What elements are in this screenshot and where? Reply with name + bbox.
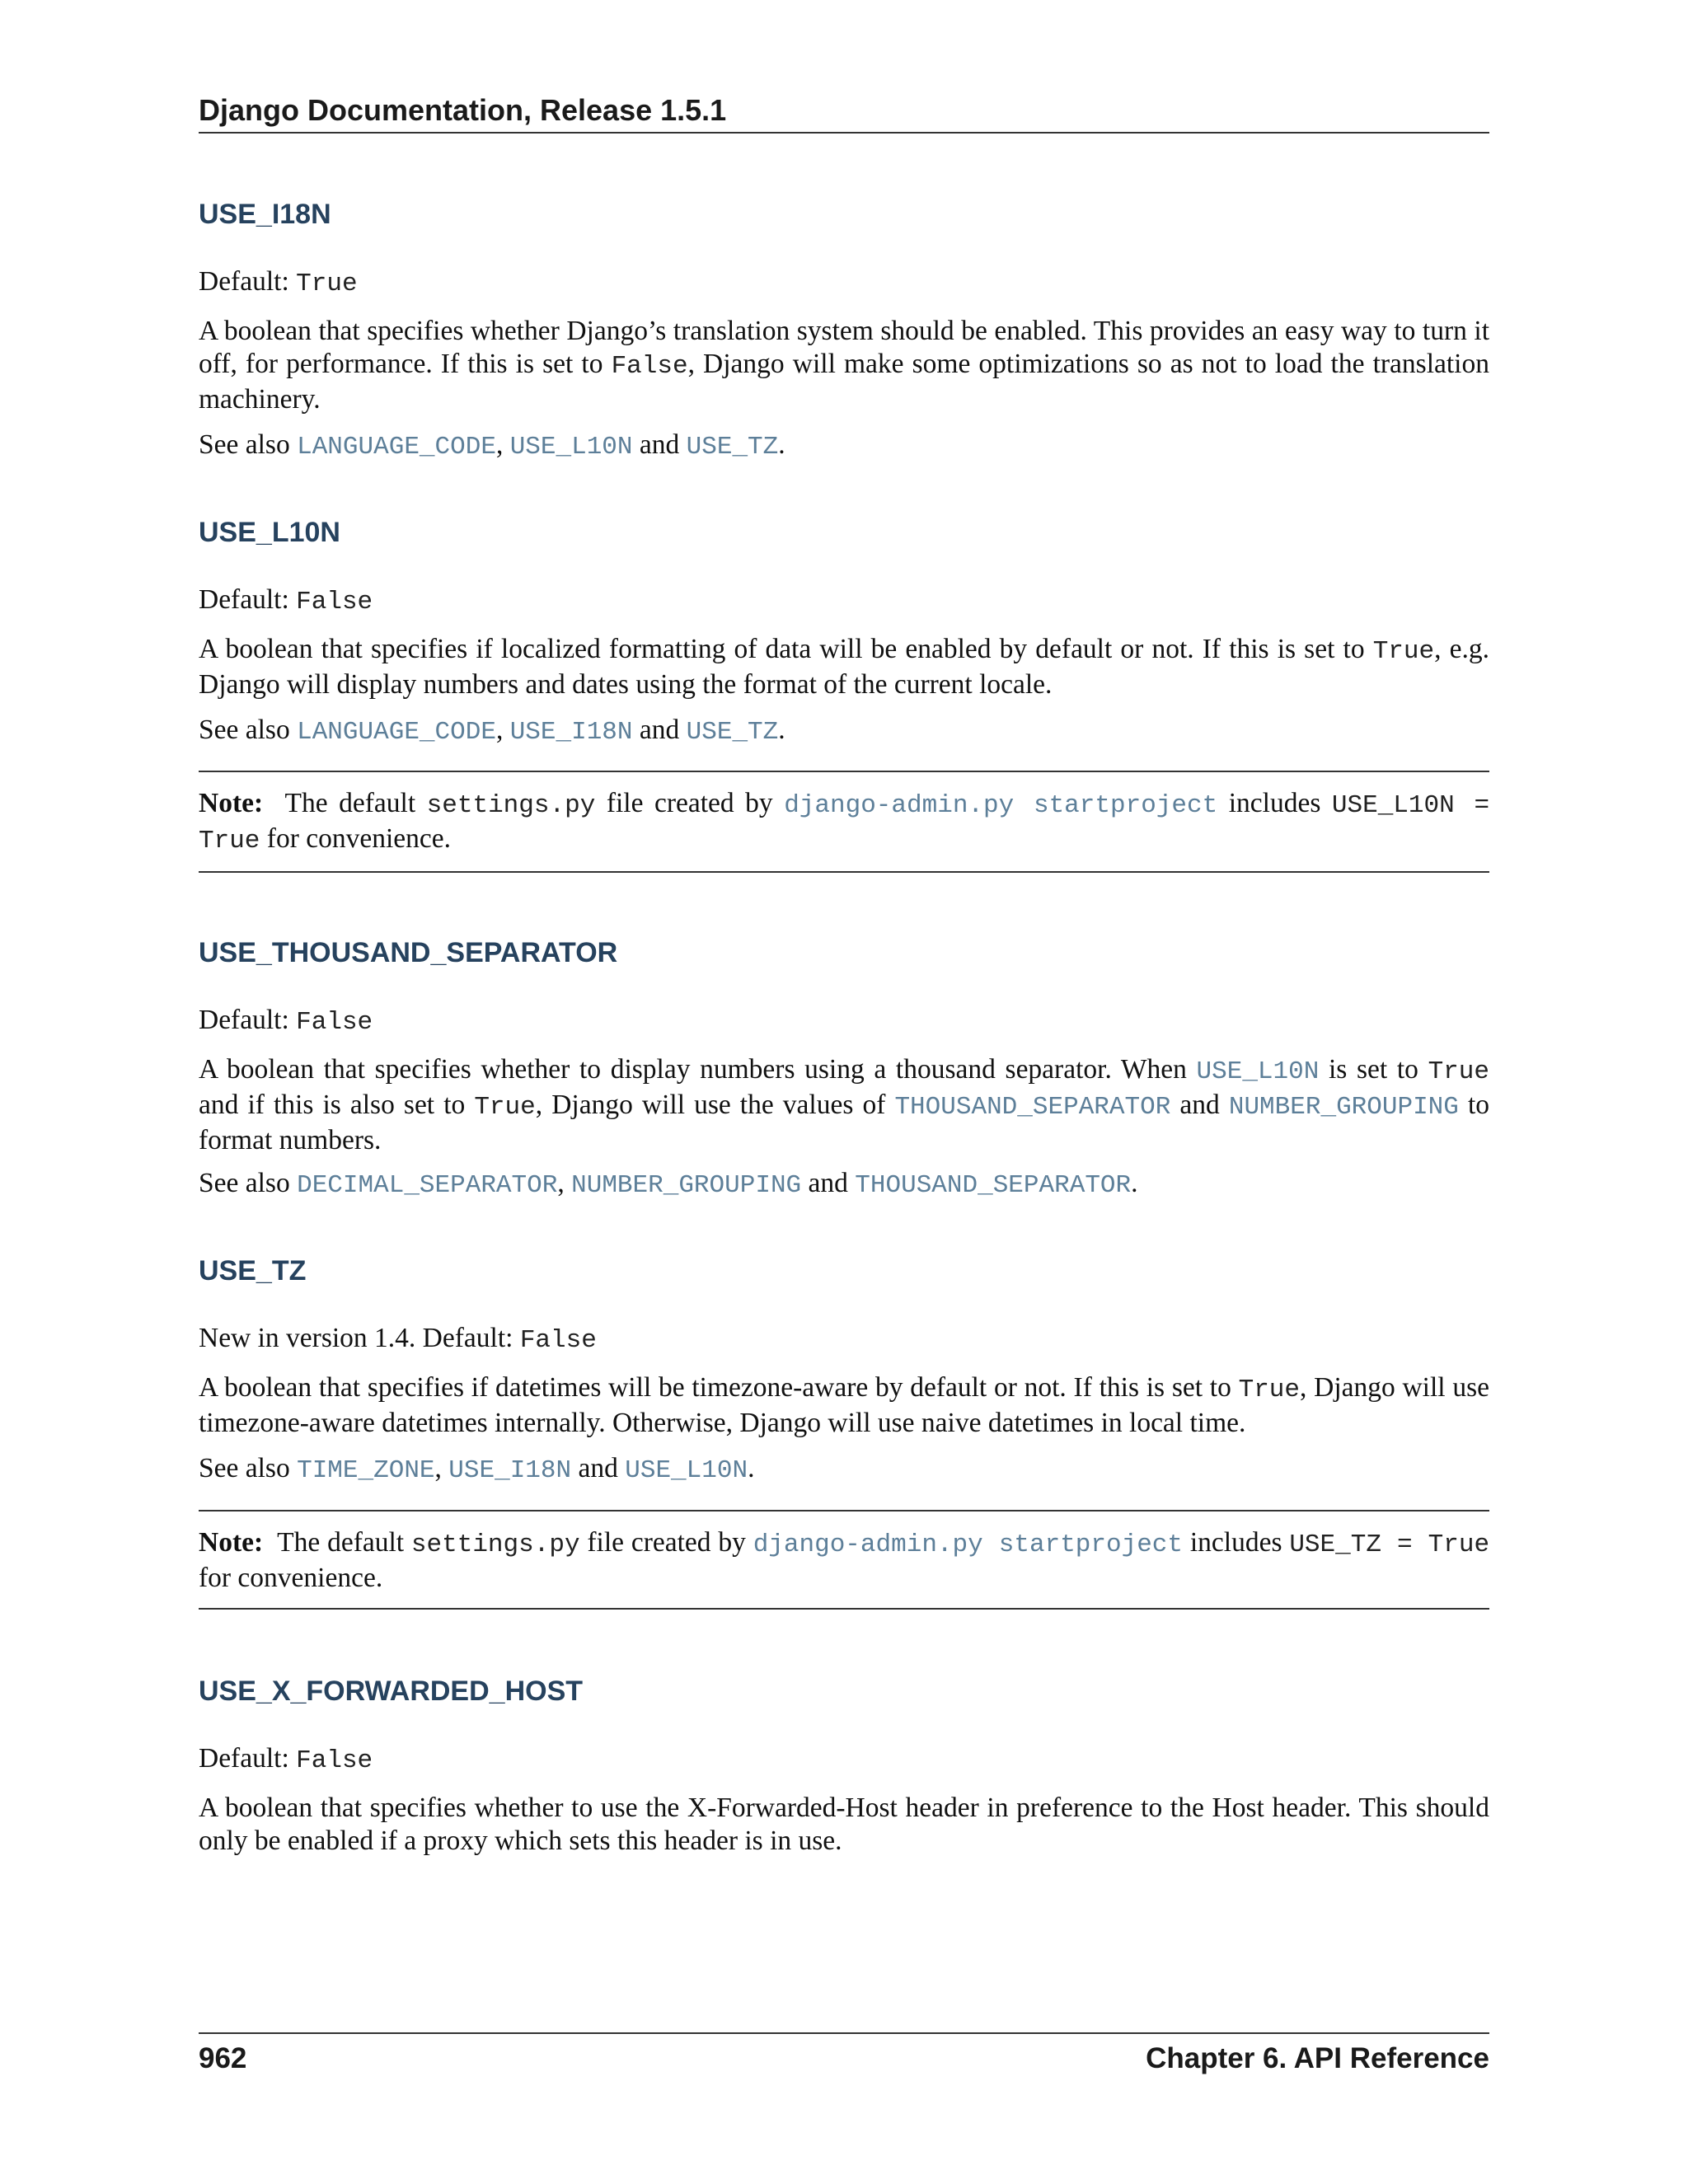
link-use-l10n[interactable]: USE_L10N bbox=[1196, 1057, 1320, 1086]
link-thousand-separator[interactable]: THOUSAND_SEPARATOR bbox=[855, 1171, 1132, 1200]
note-box-l10n bbox=[199, 771, 1489, 873]
default-line-i18n: Default: True bbox=[199, 266, 358, 298]
link-time-zone[interactable]: TIME_ZONE bbox=[297, 1456, 435, 1485]
link-use-i18n[interactable]: USE_I18N bbox=[448, 1456, 572, 1485]
see-also-tz: See also TIME_ZONE, USE_I18N and USE_L10N. bbox=[199, 1453, 755, 1485]
default-line-tz: New in version 1.4. Default: False bbox=[199, 1323, 597, 1355]
note-text: Note: The default settings.py file created by django-admin.py startproject includes USE_TZ = True for convenience. bbox=[199, 1527, 1490, 1593]
description-thousand: A boolean that specifies whether to display numbers using a thousand separator. When USE_L10N is set to True and if this is also set to True, Django will use the values of THOUSAND_SEPARATOR and NUMBER_GROUPING to format numbers. bbox=[199, 1054, 1490, 1155]
heading-use-x-forwarded-host: USE_X_FORWARDED_HOST bbox=[199, 1675, 584, 1707]
link-decimal-separator[interactable]: DECIMAL_SEPARATOR bbox=[297, 1171, 558, 1200]
see-also-l10n: See also LANGUAGE_CODE, USE_I18N and USE_TZ. bbox=[199, 715, 785, 747]
link-use-tz[interactable]: USE_TZ bbox=[686, 433, 779, 462]
heading-use-tz: USE_TZ bbox=[199, 1255, 307, 1286]
heading-use-thousand-separator: USE_THOUSAND_SEPARATOR bbox=[199, 937, 618, 968]
description-l10n: A boolean that specifies if localized formatting of data will be enabled by default or not. If this is set to True, e.g. Django will display numbers and dates using the format of the current locale. bbox=[199, 634, 1489, 700]
default-line-thousand: Default: False bbox=[199, 1005, 373, 1037]
description-xfh: A boolean that specifies whether to use the X-Forwarded-Host header in preference to the Host header. This should only be enabled if a proxy which sets this header is in use. bbox=[199, 1793, 1489, 1856]
see-also-thousand: See also DECIMAL_SEPARATOR, NUMBER_GROUPING and THOUSAND_SEPARATOR. bbox=[199, 1168, 1138, 1200]
description-i18n: A boolean that specifies whether Django’s translation system should be enabled. This provides an easy way to turn it off, for performance. If this is set to False, Django will make some optimizations so as not to load the translation machinery. bbox=[199, 316, 1489, 415]
link-language-code[interactable]: LANGUAGE_CODE bbox=[297, 718, 496, 747]
link-language-code[interactable]: LANGUAGE_CODE bbox=[297, 433, 496, 462]
link-use-l10n[interactable]: USE_L10N bbox=[625, 1456, 748, 1485]
running-header: Django Documentation, Release 1.5.1 bbox=[199, 92, 1489, 134]
page-number: 962 bbox=[199, 2042, 247, 2074]
link-startproject[interactable]: django-admin.py startproject bbox=[753, 1530, 1184, 1559]
see-also-i18n: See also LANGUAGE_CODE, USE_L10N and USE_TZ. bbox=[199, 429, 785, 462]
link-use-i18n[interactable]: USE_I18N bbox=[509, 718, 633, 747]
link-use-tz[interactable]: USE_TZ bbox=[686, 718, 779, 747]
note-box-tz bbox=[199, 1510, 1489, 1610]
heading-use-i18n: USE_I18N bbox=[199, 199, 331, 230]
link-thousand-separator[interactable]: THOUSAND_SEPARATOR bbox=[894, 1093, 1171, 1122]
default-line-l10n: Default: False bbox=[199, 584, 373, 616]
description-tz: A boolean that specifies if datetimes will be timezone-aware by default or not. If this is set to True, Django will use timezone-aware datetimes internally. Otherwise, Django will use naive datetimes in local time. bbox=[199, 1372, 1490, 1438]
link-startproject[interactable]: django-admin.py startproject bbox=[784, 791, 1218, 820]
chapter-title: Chapter 6. API Reference bbox=[1146, 2042, 1489, 2074]
link-use-l10n[interactable]: USE_L10N bbox=[509, 433, 633, 462]
note-text: Note: The default settings.py file created by django-admin.py startproject includes USE_L10N = True for convenience. bbox=[199, 788, 1490, 855]
default-value: True bbox=[296, 269, 358, 298]
heading-use-l10n: USE_L10N bbox=[199, 517, 340, 548]
link-number-grouping[interactable]: NUMBER_GROUPING bbox=[1228, 1093, 1459, 1122]
default-line-xfh: Default: False bbox=[199, 1743, 373, 1775]
page-footer bbox=[199, 2032, 1489, 2077]
link-number-grouping[interactable]: NUMBER_GROUPING bbox=[571, 1171, 802, 1200]
